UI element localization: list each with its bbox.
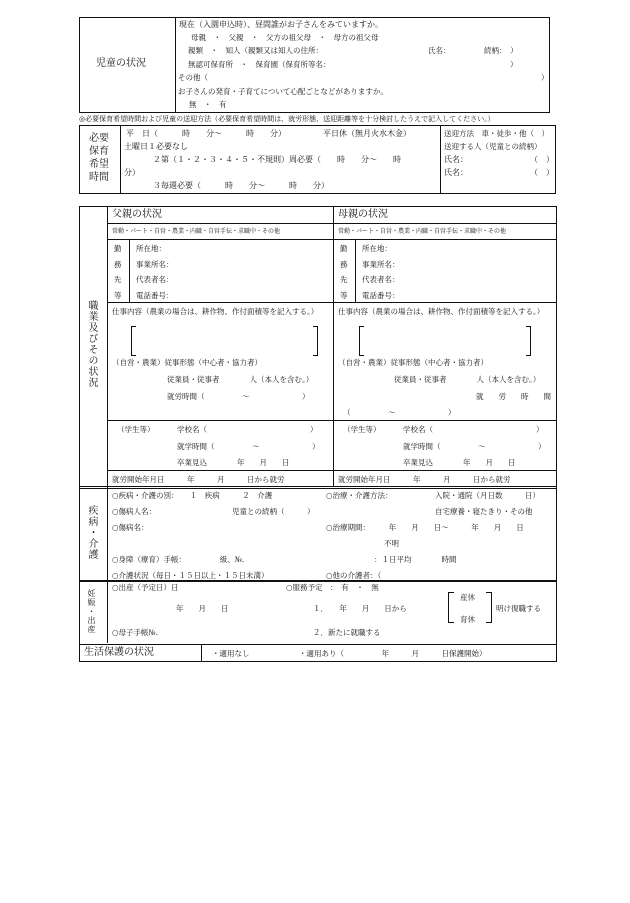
mother-school-close: ）	[536, 425, 544, 434]
illness-side-label: 疾病・介護	[86, 505, 97, 560]
child-line-2: 母親 ・ 父親 ・ 父方の祖父母 ・ 母方の祖父母	[191, 33, 379, 42]
illness-box	[79, 486, 557, 581]
pregnancy-side-label: 妊娠・出産	[87, 589, 96, 634]
child-line-4-close: ）	[510, 60, 518, 69]
job-side-label: 職業及びその状況	[86, 300, 97, 388]
illness-unknown: 不明	[384, 539, 399, 548]
mother-addr: 所在地：	[362, 244, 392, 253]
mother-rep: 代表者名：	[362, 275, 400, 284]
child-line-1: 現在（入園申込時）、昼間誰がお子さんをみていますか。	[179, 20, 383, 29]
hope-sat-2: ２第（１・２・３・４・５・不規則）周必要（ 時 分～ 時	[153, 155, 401, 164]
mother-grad: 卒業見込 年 月 日	[403, 458, 516, 467]
mother-hours: （ ～ ）	[343, 408, 456, 417]
illness-type: ○疾病・介護の別： １ 疾病 ２ 介護	[112, 491, 273, 500]
preg-return-after: 明け復職する	[496, 604, 541, 613]
hope-sat-2b: 分）	[124, 168, 140, 177]
mother-title: 母親の状況	[338, 209, 388, 220]
mother-work-char-1: 勤	[340, 244, 348, 253]
child-line-5-close: ）	[541, 73, 549, 82]
preg-due-date: 年 月 日	[176, 604, 229, 613]
illness-other-carer: ○他の介護者：（	[326, 571, 382, 580]
father-start: 就労開始年月日 年 月 日から就労	[112, 475, 285, 484]
hope-label-1: 必要	[89, 133, 109, 144]
father-work-char-2: 務	[114, 260, 122, 269]
father-grad: 卒業見込 年 月 日	[177, 458, 290, 467]
preg-return-plan: ○服務予定 ： 有 ・ 無	[286, 583, 379, 592]
father-office: 事業所名：	[136, 260, 174, 269]
welfare-label: 生活保護の状況	[84, 647, 154, 658]
pickup-name-2: 氏名：	[444, 168, 468, 177]
illness-patient: ○傷病人名：	[112, 507, 157, 516]
hope-label-4: 時間	[89, 172, 109, 183]
illness-period: ○治療期間： 年 月 日～ 年 月 日	[326, 523, 524, 532]
child-line-3: 親類 ・ 知人（親類又は知人の住所：	[188, 46, 323, 55]
mother-work-char-4: 等	[340, 291, 348, 300]
mother-work-char-3: 先	[340, 275, 348, 284]
child-line-3-name: 氏名：	[428, 46, 451, 55]
welfare-option-applied: ・適用あり（ 年 月 日保護開始）	[299, 649, 487, 658]
father-student: （学生等）	[117, 425, 155, 434]
father-school-close: ）	[310, 425, 318, 434]
mother-start: 就労開始年月日 年 月 日から就労	[338, 475, 511, 484]
father-work-char-4: 等	[114, 291, 122, 300]
preg-leave-childcare: 育休	[460, 615, 475, 624]
mother-form: （自営・農業）従事形態（中心者・協力者）	[338, 358, 488, 367]
child-line-3-rel: 続柄： ）	[484, 46, 518, 55]
pickup-rel-1: （ ）	[530, 155, 554, 164]
mother-study: 就学時間（ ～ ）	[403, 442, 546, 451]
illness-daily: ：１日平均 時間	[374, 555, 457, 564]
mother-school: 学校名（	[403, 425, 433, 434]
child-line-6: お子さんの発育・子育てについて心配ごとなどがありますか。	[178, 87, 388, 96]
preg-new-job: ２．新たに就職する	[313, 628, 381, 637]
mother-office: 事業所名：	[362, 260, 400, 269]
father-tel: 電話番号：	[136, 291, 174, 300]
father-work-char-3: 先	[114, 275, 122, 284]
pickup-method: 送迎方法 車・徒歩・他（ ）	[444, 129, 549, 138]
hope-note: ◎必要保育希望時間および児童の送迎方法（必要保育希望時間は、就労形態、送迎距離等を十分検討したうえで記入してください。）	[79, 115, 495, 123]
father-staff: 従業員・従事者 人（本人を含む。）	[167, 375, 314, 384]
hope-label-2: 保育	[89, 146, 109, 157]
pickup-rel-2: （ ）	[530, 168, 554, 177]
father-work-char-1: 勤	[114, 244, 122, 253]
father-content: 仕事内容（農業の場合は、耕作物、作付面積等を記入する。）	[112, 307, 319, 316]
hope-holiday: 平日休（無月火水木金）	[323, 129, 411, 138]
mother-kinds: 常勤・パート・自営・農業・内職・自営手伝・求職中・その他	[338, 228, 507, 235]
preg-return-1: １． 年 月 日から	[313, 604, 407, 613]
father-rep: 代表者名：	[136, 275, 174, 284]
mother-student: （学生等）	[343, 425, 381, 434]
hope-label-3: 希望	[89, 159, 109, 170]
illness-patient-rel: 児童との続柄（ ）	[232, 507, 315, 516]
child-status-title: 児童の状況	[96, 58, 146, 69]
illness-handbook: ○身障（療育）手帳： 級、№.	[112, 555, 245, 564]
illness-method-detail: 入院・通院（月日数 日）	[435, 491, 540, 500]
father-title: 父親の状況	[112, 209, 162, 220]
child-line-4: 無認可保育所 ・ 保育園（保育所等名：	[188, 60, 331, 69]
mother-hours-label: 就 労 時 間	[476, 392, 551, 401]
child-line-7: 無 ・ 有	[189, 100, 227, 109]
father-school: 学校名（	[177, 425, 207, 434]
mother-work-char-2: 務	[340, 260, 348, 269]
mother-content: 仕事内容（農業の場合は、耕作物、作付面積等を記入する。）	[338, 307, 545, 316]
welfare-option-none: ・適用なし	[212, 649, 250, 658]
illness-method: ○治療・介護方法：	[326, 491, 393, 500]
hope-sat-1: 土曜日１必要なし	[124, 142, 188, 151]
hope-weekday: 平 日（ 時 分～ 時 分）	[126, 129, 286, 138]
illness-home: 自宅療養・寝たきり・その他	[435, 507, 533, 516]
father-kinds: 常勤・パート・自営・農業・内職・自営手伝・求職中・その他	[112, 228, 281, 235]
pickup-person: 送迎する人（児童との続柄）	[444, 142, 542, 151]
father-addr: 所在地：	[136, 244, 166, 253]
mother-tel: 電話番号：	[362, 291, 400, 300]
preg-handbook: ○母子手帳№.	[112, 628, 159, 637]
preg-due: ○出産（予定日）日	[112, 583, 179, 592]
father-hours: 就労時間（ ～ ）	[167, 392, 310, 401]
pickup-name-1: 氏名：	[444, 155, 468, 164]
hope-sat-3: ３毎週必要（ 時 分～ 時 分）	[153, 181, 329, 190]
child-line-5: その他（	[178, 73, 208, 82]
mother-staff: 従業員・従事者 人（本人を含む。）	[394, 375, 541, 384]
preg-leave-maternity: 産休	[460, 593, 475, 602]
illness-care-status: ○介護状況（毎日・１５日以上・１５日未満）	[112, 571, 269, 580]
illness-name: ○傷病名：	[112, 523, 149, 532]
father-study: 就学時間（ ～ ）	[177, 442, 320, 451]
father-form: （自営・農業）従事形態（中心者・協力者）	[112, 358, 262, 367]
